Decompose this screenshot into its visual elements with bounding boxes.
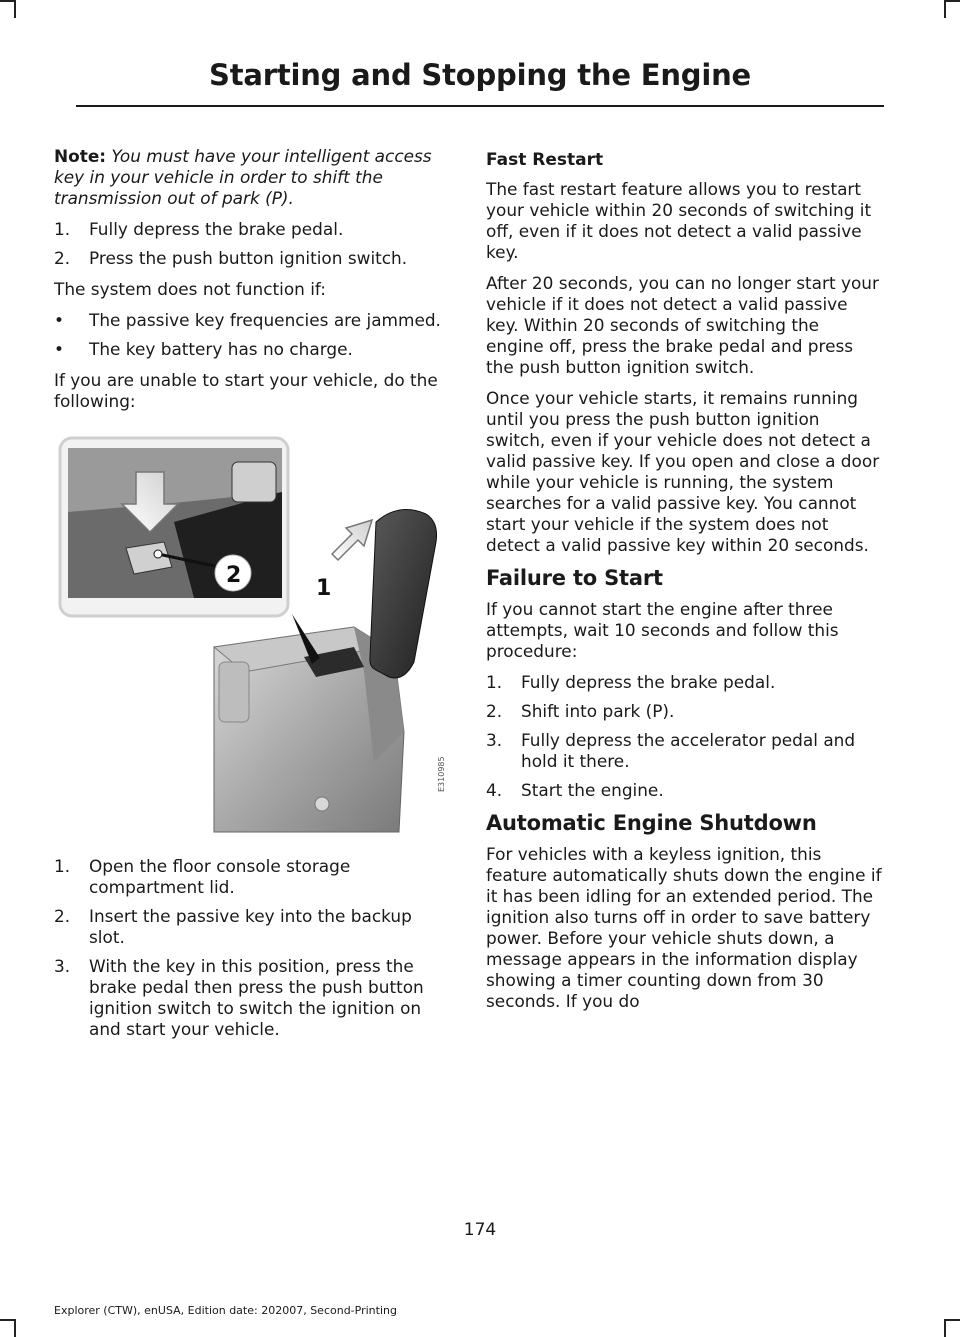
crop-mark [946,0,960,2]
list-item [486,701,882,722]
note [54,146,450,209]
crop-mark [0,0,14,2]
backup-steps [54,856,450,1040]
list-item [54,856,450,898]
unable-text: If you are unable to start your vehicle, do the following: [54,370,438,411]
failure-to-start-heading: Failure to Start [486,566,663,590]
paragraph: If you cannot start the engine after three attempts, wait 10 seconds and follow this procedure: [486,599,839,661]
inset-latch [232,462,276,502]
list-text: The passive key frequencies are jammed. [89,310,441,330]
footer-edition: Explorer (CTW), enUSA, Edition date: 202007, Second-Printing [54,1304,397,1317]
crop-mark [944,0,946,18]
list-text: Fully depress the accelerator pedal and hold it there. [521,730,856,771]
callout-1: 1 [316,576,332,601]
console-button [315,797,329,811]
list-number: 2. [54,906,71,926]
failure-steps [486,672,882,801]
list-number: 1. [54,219,71,239]
list-text: Start the engine. [521,780,664,800]
paragraph: The fast restart feature allows you to restart your vehicle within 20 seconds of switching it off, even if it does not detect a valid passive key. [486,179,872,262]
paragraph: Once your vehicle starts, it remains running until you press the push button ignition switch, even if your vehicle does not detect a valid passive key. If you open and close a door while your vehicle is running, the system searches for a valid passive key. You cannot start your vehicle if the system does not detect a valid passive key within 20 seconds. [486,388,880,555]
console-illustration [54,432,450,842]
bullet-mark: • [54,339,64,359]
list-number: 2. [54,248,71,268]
list-item [486,780,882,801]
list-number: 2. [486,701,503,721]
crop-mark [944,1319,946,1337]
list-item [54,956,450,1040]
list-text: Press the push button ignition switch. [89,248,408,268]
callout-2: 2 [226,563,242,588]
page-number: 174 [463,1220,497,1240]
right-column [486,146,882,1022]
console-illustration-svg [54,432,450,842]
crop-mark [946,1319,960,1321]
condition-intro: The system does not function if: [54,279,326,299]
start-steps [54,219,450,269]
bullet-mark: • [54,310,64,330]
list-text: Shift into park (P). [521,701,675,721]
fast-restart-heading: Fast Restart [486,150,604,170]
crop-mark [14,1319,16,1337]
crop-mark [0,1319,14,1321]
header-divider [76,105,884,107]
figure-code: E310985 [437,756,446,792]
list-item [486,730,882,772]
console-vent [219,662,249,722]
list-number: 3. [54,956,71,976]
list-text: With the key in this position, press the brake pedal then press the push button ignition switch to switch the ignition on and start your vehicle. [89,956,424,1039]
paragraph: For vehicles with a keyless ignition, this feature automatically shuts down the engine if it has been idling for an extended period. The ignition also turns off in order to save battery power. Before your vehicle shuts down, a message appears in the information display showing a timer counting down from 30 seconds. If you do [486,844,882,1011]
list-item [54,906,450,948]
page-title: Starting and Stopping the Engine [209,58,751,92]
paragraph: After 20 seconds, you can no longer start your vehicle if it does not detect a valid passive key. Within 20 seconds of switching the engine off, press the brake pedal and press the push button ignition switch. [486,273,879,377]
list-item [54,339,450,360]
condition-list [54,310,450,360]
list-number: 3. [486,730,503,750]
note-text: You must have your intelligent access key in your vehicle in order to shift the transmission out of park (P). [54,146,432,208]
list-item [54,248,450,269]
list-item [54,219,450,240]
callout-2-dot [154,550,162,558]
list-text: Insert the passive key into the backup slot. [89,906,412,947]
automatic-shutdown-heading: Automatic Engine Shutdown [486,811,817,835]
crop-mark [14,0,16,18]
list-item [54,310,450,331]
note-label: Note: [54,146,107,166]
list-item [486,672,882,693]
list-text: Fully depress the brake pedal. [521,672,776,692]
lift-arrow [332,520,372,560]
list-text: The key battery has no charge. [89,339,353,359]
list-text: Fully depress the brake pedal. [89,219,344,239]
list-text: Open the floor console storage compartment lid. [89,856,351,897]
list-number: 1. [54,856,71,876]
list-number: 1. [486,672,503,692]
list-number: 4. [486,780,503,800]
console-lid [370,510,437,679]
left-column [54,146,450,1050]
